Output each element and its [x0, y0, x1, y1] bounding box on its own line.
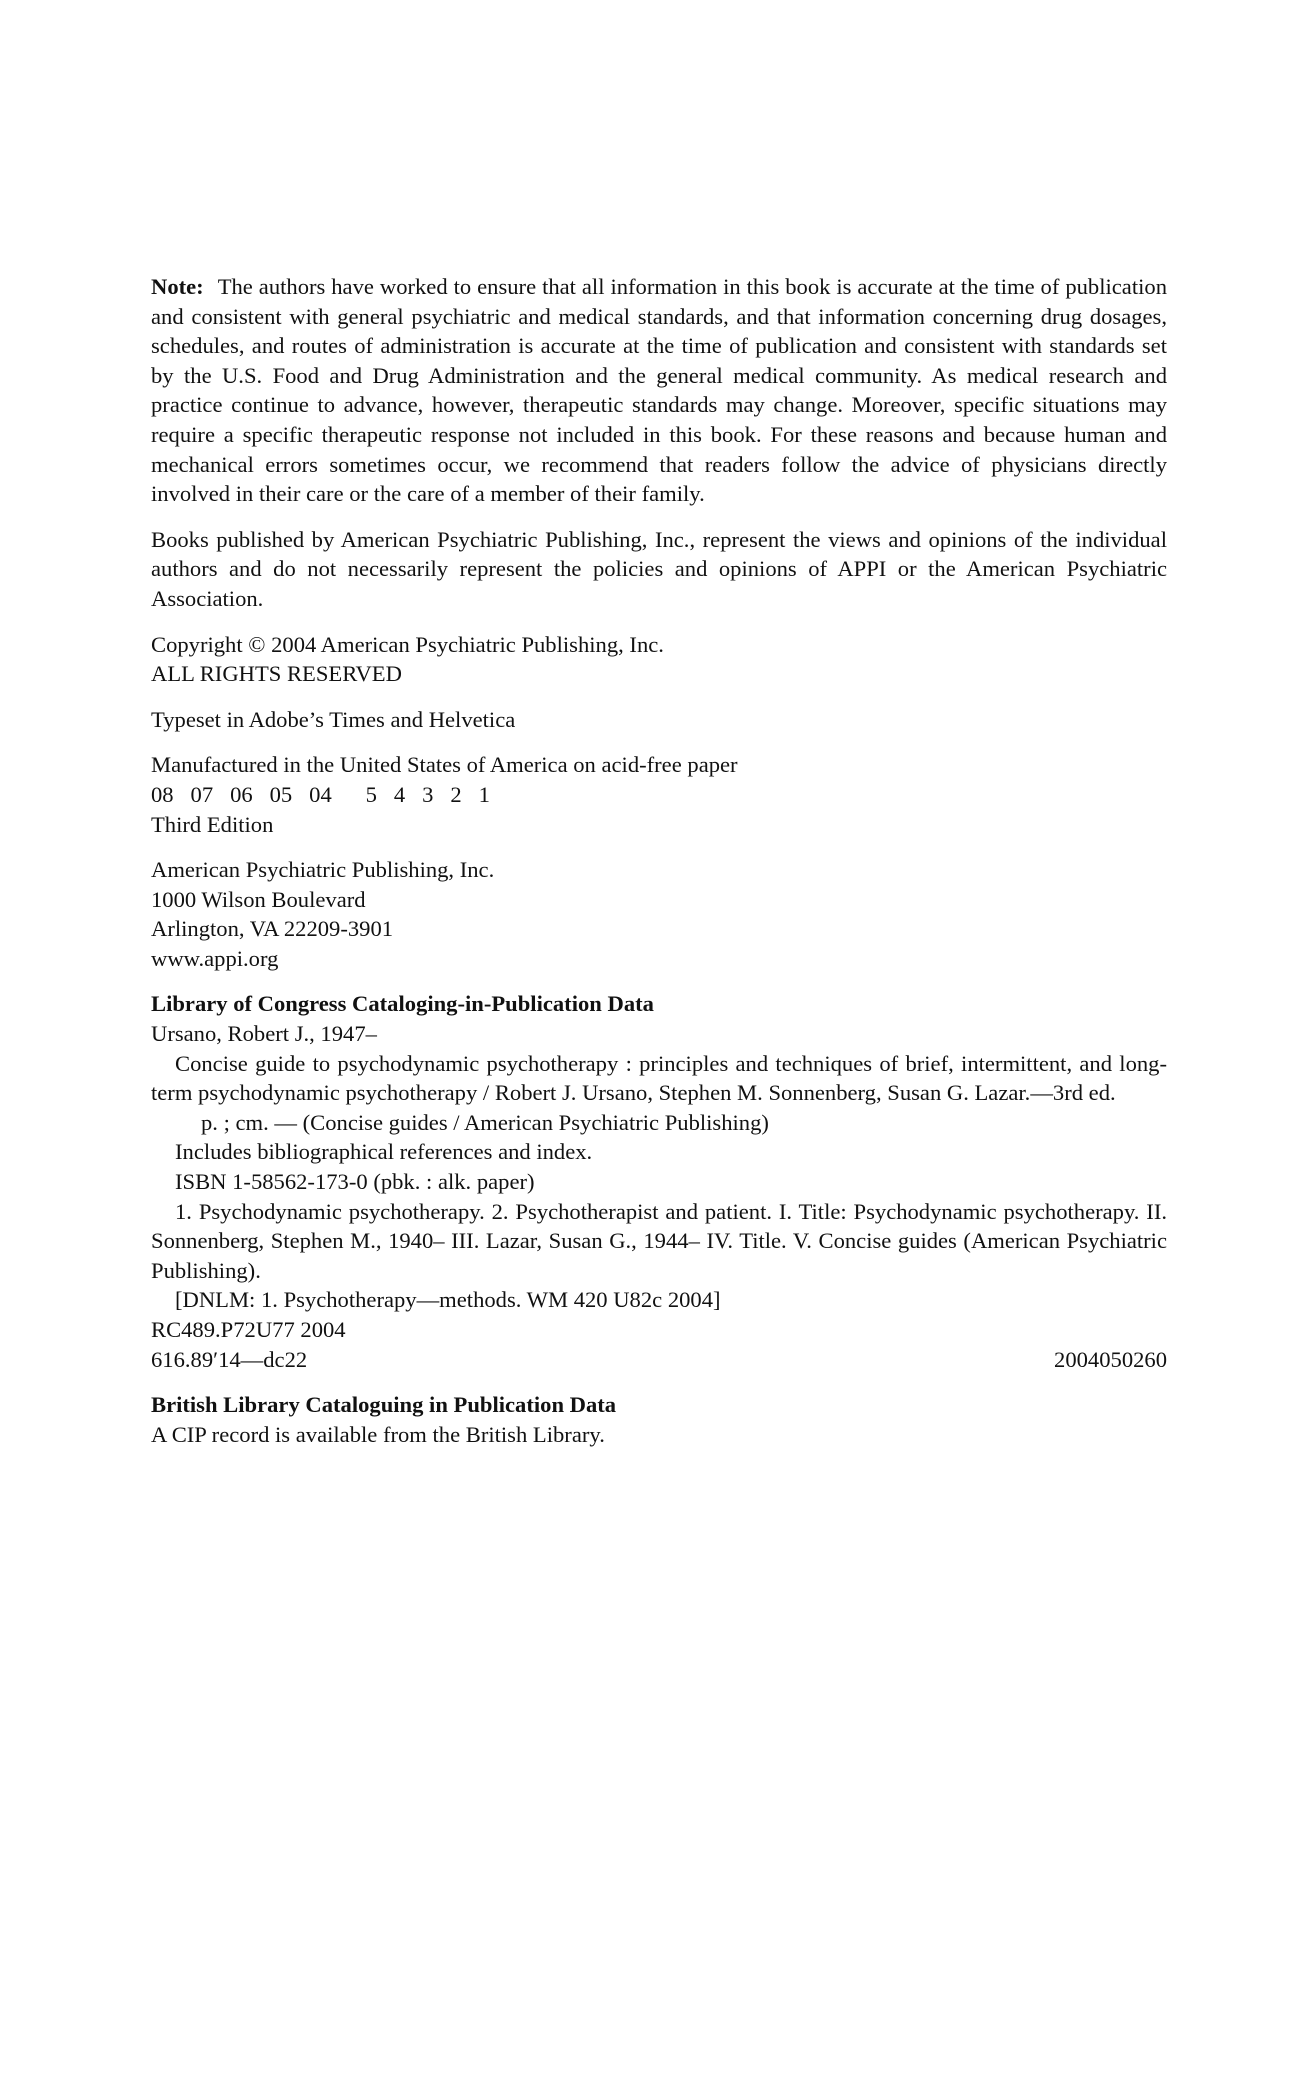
publisher-street: 1000 Wilson Boulevard	[151, 886, 366, 912]
printing-line: 08 07 06 05 04 5 4 3 2 1	[151, 781, 490, 807]
publisher-name: American Psychiatric Publishing, Inc.	[151, 857, 495, 883]
loc-includes: Includes bibliographical references and index.	[175, 1139, 593, 1165]
british-heading: British Library Cataloguing in Publication Data	[151, 1392, 617, 1418]
british-cip-block	[151, 1390, 1167, 1449]
disclaimer-paragraph: Books published by American Psychiatric Publishing, Inc., represent the views and opinions of the individual authors and do not necessarily represent the policies and opinions of APPI or the American Psychiatric Association.	[151, 526, 1167, 611]
note-text: The authors have worked to ensure that all information in this book is accurate at the time of publication and consistent with general psychiatric and medical standards, and that information concerning drug dosages, schedules, and routes of administration is accurate at the time of publication and consistent with standards set by the U.S. Food and Drug Administration and the general medical community. As medical research and practice continue to advance, however, therapeutic standards may change. Moreover, specific situations may require a specific therapeutic response not included in this book. For these reasons and because human and mechanical errors sometimes occur, we recommend that readers follow the advice of physicians directly involved in their care or the care of a member of their family.	[151, 274, 1167, 507]
loc-heading: Library of Congress Cataloging-in-Publication Data	[151, 991, 654, 1017]
loc-title: Concise guide to psychodynamic psychotherapy : principles and techniques of brief, intermittent, and long-term psychodynamic psychotherapy / Robert J. Ursano, Stephen M. Sonnenberg, Susan G. Lazar.—3rd ed.	[151, 1050, 1167, 1106]
loc-author: Ursano, Robert J., 1947–	[151, 1021, 377, 1047]
british-text: A CIP record is available from the British Library.	[151, 1421, 605, 1447]
copyright-page	[151, 272, 1167, 1449]
publisher-web: www.appi.org	[151, 945, 279, 971]
loc-dewey-row	[151, 1345, 1167, 1375]
loc-call-number: RC489.P72U77 2004	[151, 1317, 346, 1342]
edition-line: Third Edition	[151, 811, 274, 837]
loc-physical: p. ; cm. — (Concise guides / American Psychiatric Publishing)	[201, 1109, 769, 1135]
publisher-address	[151, 855, 1167, 973]
loc-control-number: 2004050260	[1054, 1346, 1167, 1372]
typeset-line: Typeset in Adobe’s Times and Helvetica	[151, 706, 516, 732]
loc-dewey: 616.89′14—dc22	[151, 1346, 308, 1372]
loc-isbn: ISBN 1-58562-173-0 (pbk. : alk. paper)	[175, 1169, 535, 1195]
loc-dnlm: [DNLM: 1. Psychotherapy—methods. WM 420 U82c 2004]	[175, 1287, 721, 1313]
manufacture-line: Manufactured in the United States of America on acid-free paper	[151, 752, 738, 778]
note-label: Note:	[151, 274, 204, 299]
note-paragraph	[151, 272, 1167, 509]
copyright-block	[151, 630, 1167, 689]
manufacture-block	[151, 750, 1167, 839]
publisher-city: Arlington, VA 22209-3901	[151, 916, 394, 942]
copyright-line: Copyright © 2004 American Psychiatric Publishing, Inc.	[151, 631, 664, 657]
loc-subjects: 1. Psychodynamic psychotherapy. 2. Psychotherapist and patient. I. Title: Psychodynamic psychotherapy. II. Sonnenberg, Stephen M., 1940– III. Lazar, Susan G., 1944– IV. Title. V. Concise guides (American Psychiatric Publishing).	[151, 1198, 1167, 1283]
rights-line: ALL RIGHTS RESERVED	[151, 661, 402, 687]
loc-cip-block	[151, 989, 1167, 1374]
